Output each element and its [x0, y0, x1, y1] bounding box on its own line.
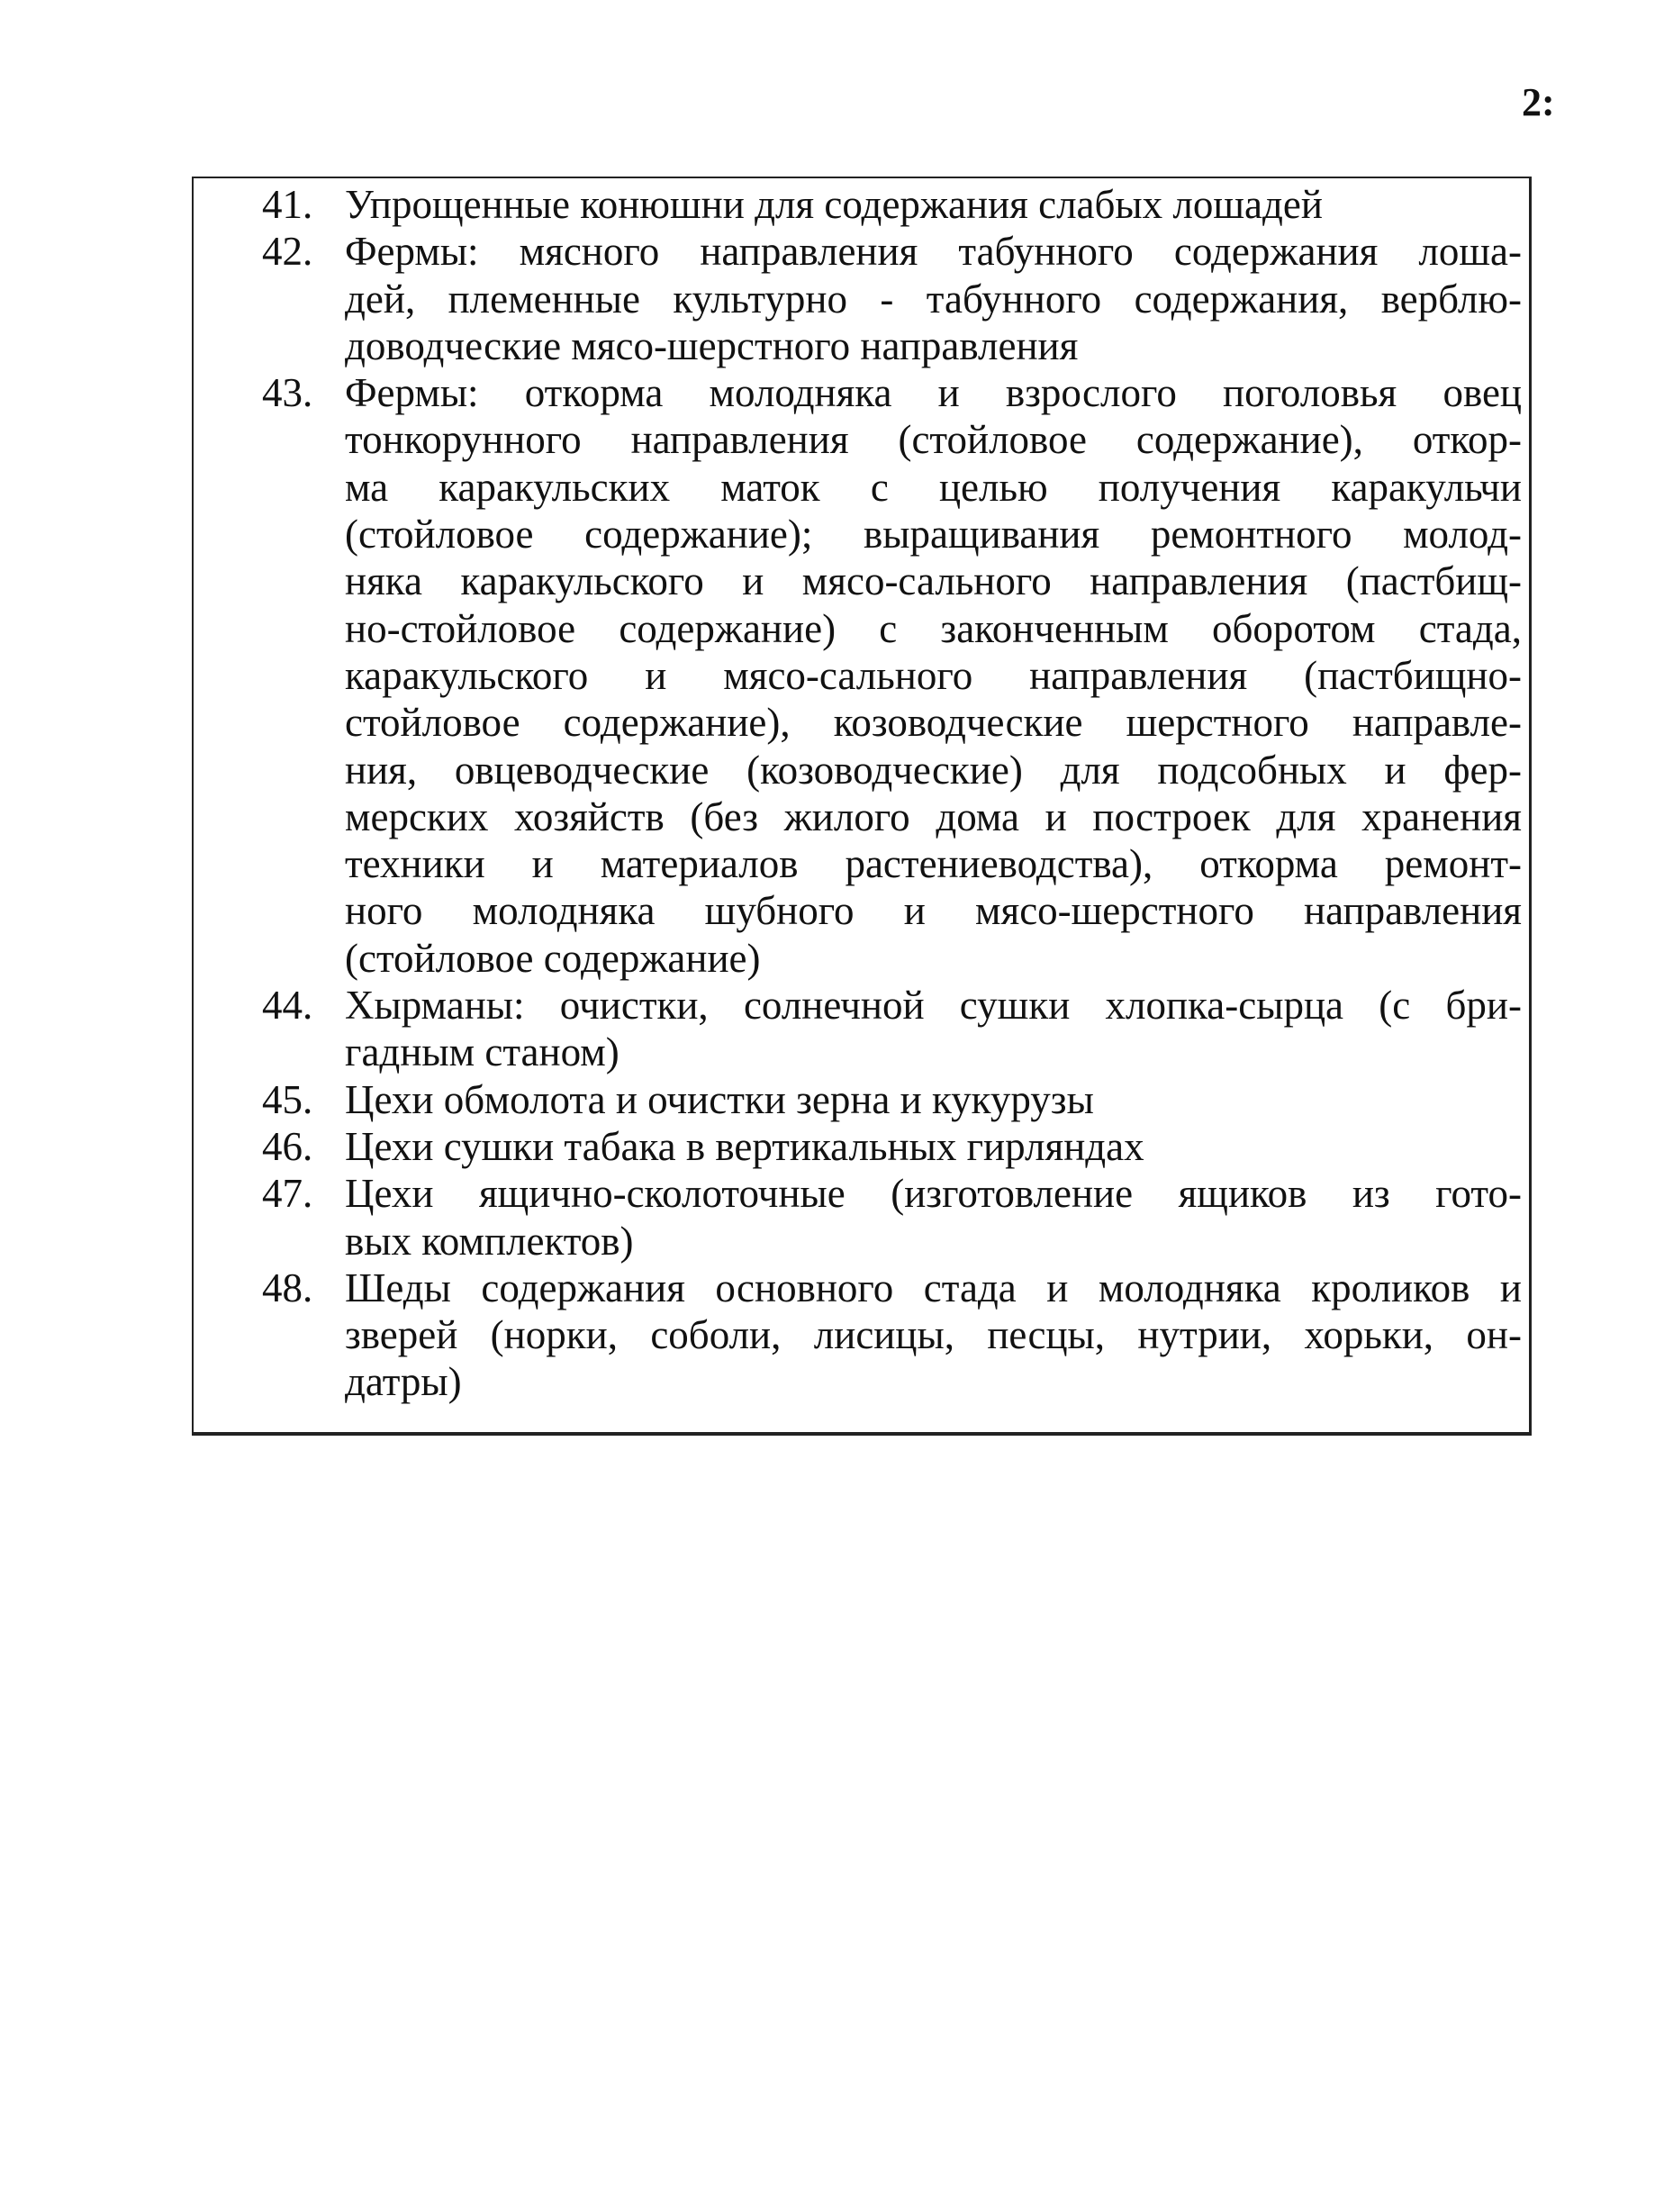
item-text-line: Хырманы: очистки, солнечной сушки хлопка-сырца (с бри-: [345, 983, 1522, 1029]
item-text: [345, 982, 1522, 1076]
item-text: [345, 1170, 1522, 1265]
page-number: 2:: [1522, 80, 1555, 124]
list-item: [194, 228, 1529, 369]
item-text-line: Цехи ящично-сколоточные (изготовление ящиков из гото-: [345, 1171, 1522, 1217]
item-text-line: ного молодняка шубного и мясо-шерстного направления: [345, 888, 1522, 934]
item-number: 45.: [262, 1076, 313, 1122]
item-text-line: техники и материалов растениеводства), откорма ремонт-: [345, 841, 1522, 887]
item-number: 41.: [262, 182, 313, 227]
item-text-line: Упрощенные конюшни для содержания слабых лошадей: [345, 182, 1323, 227]
item-text-line: Фермы: откорма молодняка и взрослого поголовья овец: [345, 370, 1522, 416]
item-text-line: Цехи обмолота и очистки зерна и кукурузы: [345, 1076, 1094, 1122]
item-text-line: (стойловое содержание): [345, 935, 761, 981]
content-frame: [192, 177, 1532, 1436]
item-text-line: зверей (норки, соболи, лисицы, песцы, нутрии, хорьки, он-: [345, 1312, 1522, 1358]
item-text: [345, 1123, 1522, 1170]
item-text: [345, 1265, 1522, 1406]
item-text-line: мерских хозяйств (без жилого дома и построек для хранения: [345, 793, 1522, 839]
item-text: [345, 181, 1522, 228]
item-text-line: доводческие мясо-шерстного направления: [345, 322, 1079, 368]
list-item: [194, 982, 1529, 1076]
item-text-line: ма каракульских маток с целью получения каракульчи: [345, 464, 1522, 510]
list-item: [194, 1123, 1529, 1170]
item-text-line: каракульского и мясо-сального направления (пастбищно-: [345, 652, 1522, 698]
item-text-line: Фермы: мясного направления табунного содержания лоша-: [345, 229, 1522, 275]
item-number: 43.: [262, 370, 313, 416]
item-number: 48.: [262, 1265, 313, 1310]
item-text-line: няка каракульского и мясо-сального направления (пастбищ-: [345, 558, 1522, 604]
item-number: 46.: [262, 1124, 313, 1169]
list-item: [194, 1170, 1529, 1265]
item-text-line: Цехи сушки табака в вертикальных гирляндах: [345, 1124, 1144, 1169]
list-item: [194, 1265, 1529, 1406]
item-text: [345, 1076, 1522, 1123]
item-text-line: вых комплектов): [345, 1218, 634, 1264]
item-number: 44.: [262, 983, 313, 1029]
list-item: [194, 1076, 1529, 1123]
item-text-line: стойловое содержание), козоводческие шерстного направле-: [345, 700, 1522, 746]
item-text-line: (стойловое содержание); выращивания ремонтного молод-: [345, 512, 1522, 558]
list-item: [194, 369, 1529, 982]
item-text: [345, 369, 1522, 982]
item-text-line: Шеды содержания основного стада и молодняка кроликов и: [345, 1265, 1522, 1310]
item-text: [345, 228, 1522, 369]
item-text-line: датры): [345, 1359, 462, 1405]
item-text-line: дей, племенные культурно - табунного содержания, верблю-: [345, 276, 1522, 322]
item-text-line: тонкорунного направления (стойловое содержание), откор-: [345, 417, 1522, 463]
item-text-line: ния, овцеводческие (козоводческие) для подсобных и фер-: [345, 747, 1522, 793]
item-text-line: но-стойловое содержание) с законченным оборотом стада,: [345, 605, 1522, 651]
item-number: 42.: [262, 229, 313, 275]
item-text-line: гадным станом): [345, 1029, 619, 1075]
item-number: 47.: [262, 1171, 313, 1217]
list-item: [194, 181, 1529, 228]
